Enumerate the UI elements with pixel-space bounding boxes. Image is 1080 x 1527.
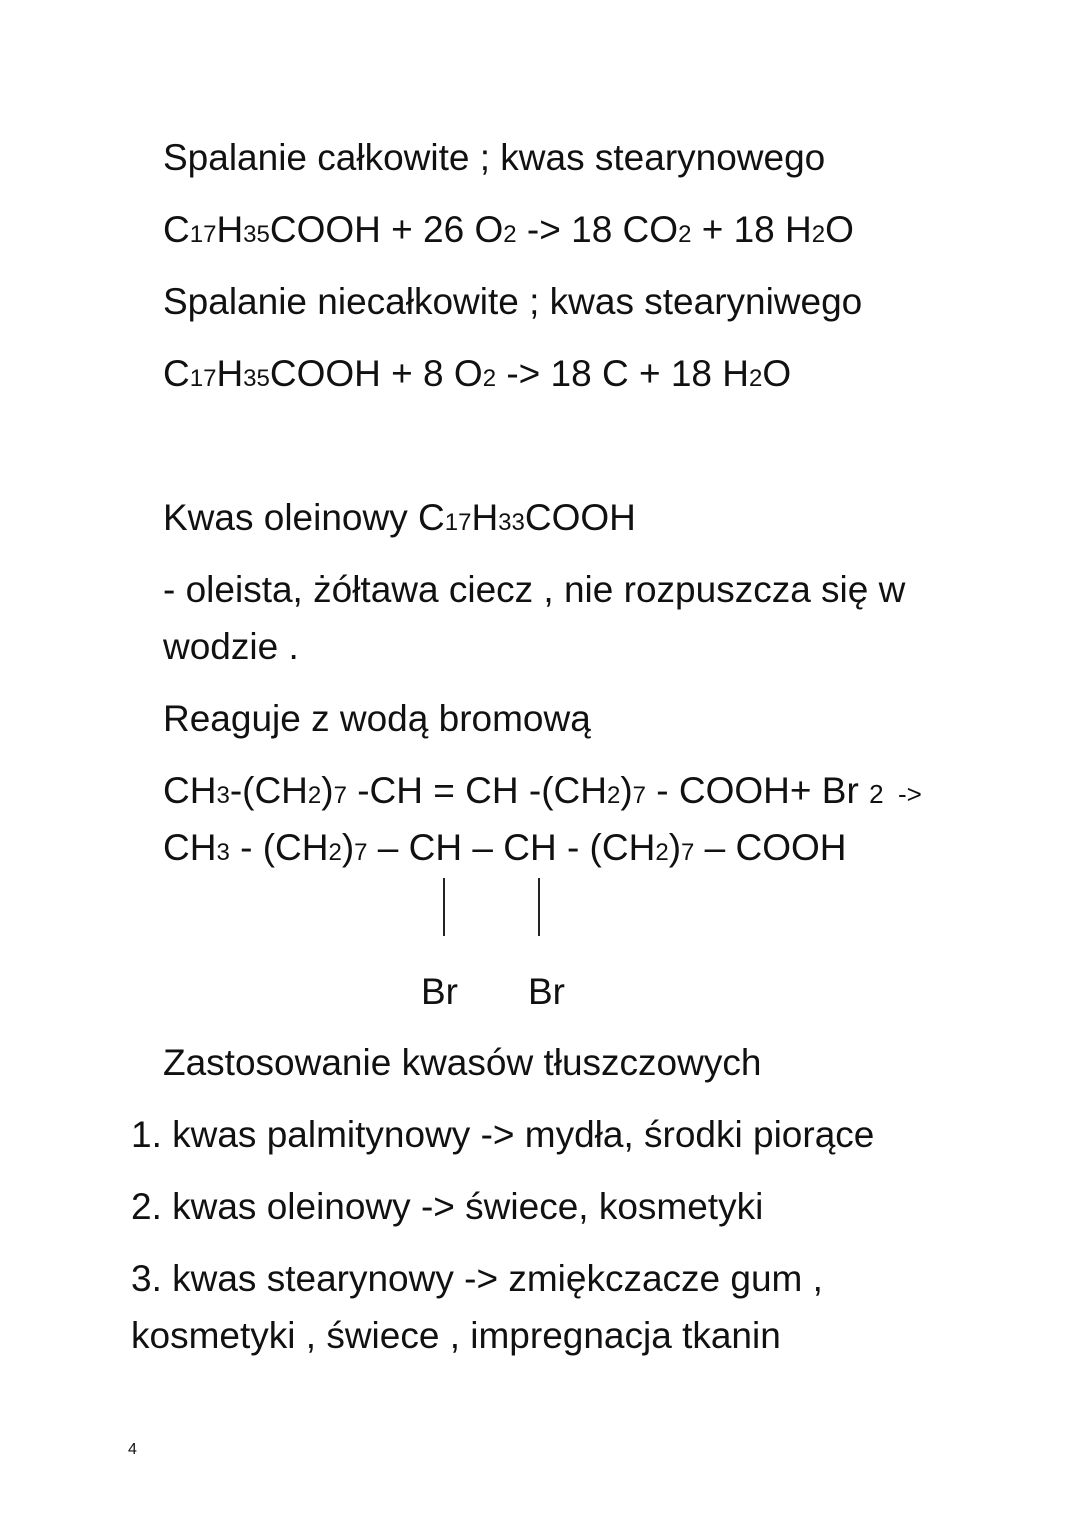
uses-item-stearic: 3. kwas stearynowy -> zmiękczacze gum , — [131, 1258, 823, 1299]
bromine-water-heading: Reaguje z wodą bromową — [163, 698, 591, 739]
heading-incomplete-combustion: Spalanie niecałkowite ; kwas stearyniwego — [163, 281, 863, 322]
bromine-atom-left: Br — [421, 971, 458, 1012]
bond-line-right — [538, 878, 540, 936]
uses-item-palmitic: 1. kwas palmitynowy -> mydła, środki piorące — [131, 1114, 875, 1155]
uses-item-oleic: 2. kwas oleinowy -> świece, kosmetyki — [131, 1186, 764, 1227]
page-number: 4 — [128, 1441, 137, 1458]
bromination-equation-reactants: CH3-(CH2)7 -CH = CH -(CH2)7 - COOH+ Br 2 -> — [163, 770, 922, 811]
equation-complete-combustion: C17H35COOH + 26 O2 -> 18 CO2 + 18 H2O — [163, 209, 854, 250]
oleic-description-line1: - oleista, żółtawa ciecz , nie rozpuszcza się w — [163, 569, 906, 610]
bromine-atom-right: Br — [528, 971, 565, 1012]
oleic-description-line2: wodzie . — [163, 626, 299, 667]
heading-complete-combustion: Spalanie całkowite ; kwas stearynowego — [163, 137, 826, 178]
uses-heading: Zastosowanie kwasów tłuszczowych — [163, 1042, 762, 1083]
equation-incomplete-combustion: C17H35COOH + 8 O2 -> 18 C + 18 H2O — [163, 353, 792, 394]
uses-item-stearic-continued: kosmetyki , świece , impregnacja tkanin — [131, 1315, 781, 1356]
bromination-equation-product: CH3 - (CH2)7 – CH – CH - (CH2)7 – COOH — [163, 827, 847, 868]
oleic-acid-formula: Kwas oleinowy C17H33COOH — [163, 497, 636, 538]
bond-line-left — [443, 878, 445, 936]
